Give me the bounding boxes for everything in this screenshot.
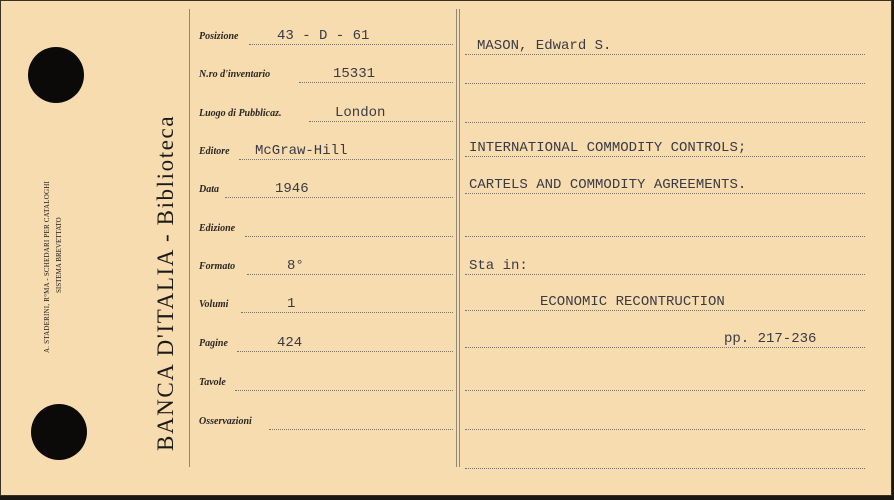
field-value: 15331 [333, 66, 376, 82]
dotted-rule [465, 468, 865, 469]
dotted-rule [299, 82, 453, 83]
margin-rule [189, 9, 190, 467]
title-line: MASON, Edward S. [477, 38, 612, 54]
punch-hole-top [28, 47, 84, 103]
title-line: ECONOMIC RECONTRUCTION [540, 294, 725, 310]
dotted-rule [465, 429, 865, 430]
punch-hole-bottom [31, 404, 87, 460]
field-label: Pagine [199, 338, 228, 349]
dotted-rule [247, 274, 453, 275]
dotted-rule [241, 312, 453, 313]
field-value: 1946 [275, 181, 309, 197]
dotted-rule [465, 122, 865, 123]
dotted-rule [235, 390, 453, 391]
dotted-rule [237, 351, 453, 352]
dotted-rule [465, 310, 865, 311]
dotted-rule [465, 390, 865, 391]
field-value: 424 [277, 335, 303, 351]
dotted-rule [239, 159, 453, 160]
library-title: BANCA D'ITALIA - Biblioteca [153, 114, 178, 451]
field-label: Tavole [199, 377, 226, 388]
dotted-rule [245, 236, 453, 237]
field-value: London [335, 105, 386, 121]
field-value: 8° [287, 258, 304, 274]
field-label: Osservazioni [199, 416, 252, 427]
column-rule-right [459, 9, 460, 467]
field-label: Data [199, 184, 219, 195]
title-line: CARTELS AND COMMODITY AGREEMENTS. [469, 177, 747, 193]
title-line: Sta in: [469, 258, 528, 274]
dotted-rule [465, 156, 865, 157]
printer-imprint: A. STADERINI, R°MA - SCHEDARI PER CATALOGHI [43, 180, 51, 353]
dotted-rule [249, 44, 453, 45]
dotted-rule [465, 54, 865, 55]
dotted-rule [465, 83, 865, 84]
field-label: Luogo di Pubblicaz. [199, 108, 282, 119]
dotted-rule [269, 429, 453, 430]
field-value: 43 - D - 61 [277, 28, 370, 44]
field-label: Posizione [199, 31, 239, 42]
dotted-rule [465, 236, 865, 237]
field-value: 1 [287, 296, 296, 312]
column-rule-left [456, 9, 457, 467]
dotted-rule [465, 193, 865, 194]
printer-imprint-system: SISTEMA BREVETTATO [55, 217, 63, 293]
field-label: Editore [199, 146, 230, 157]
field-label: Edizione [199, 223, 236, 234]
dotted-rule [465, 274, 865, 275]
field-label: N.ro d'inventario [199, 69, 271, 80]
dotted-rule [225, 197, 453, 198]
dotted-rule [465, 347, 865, 348]
field-label: Formato [199, 261, 236, 272]
field-label: Volumi [199, 299, 229, 310]
field-value: McGraw-Hill [255, 143, 348, 159]
title-line: pp. 217-236 [724, 331, 817, 347]
title-line: INTERNATIONAL COMMODITY CONTROLS; [469, 140, 747, 156]
dotted-rule [309, 121, 453, 122]
